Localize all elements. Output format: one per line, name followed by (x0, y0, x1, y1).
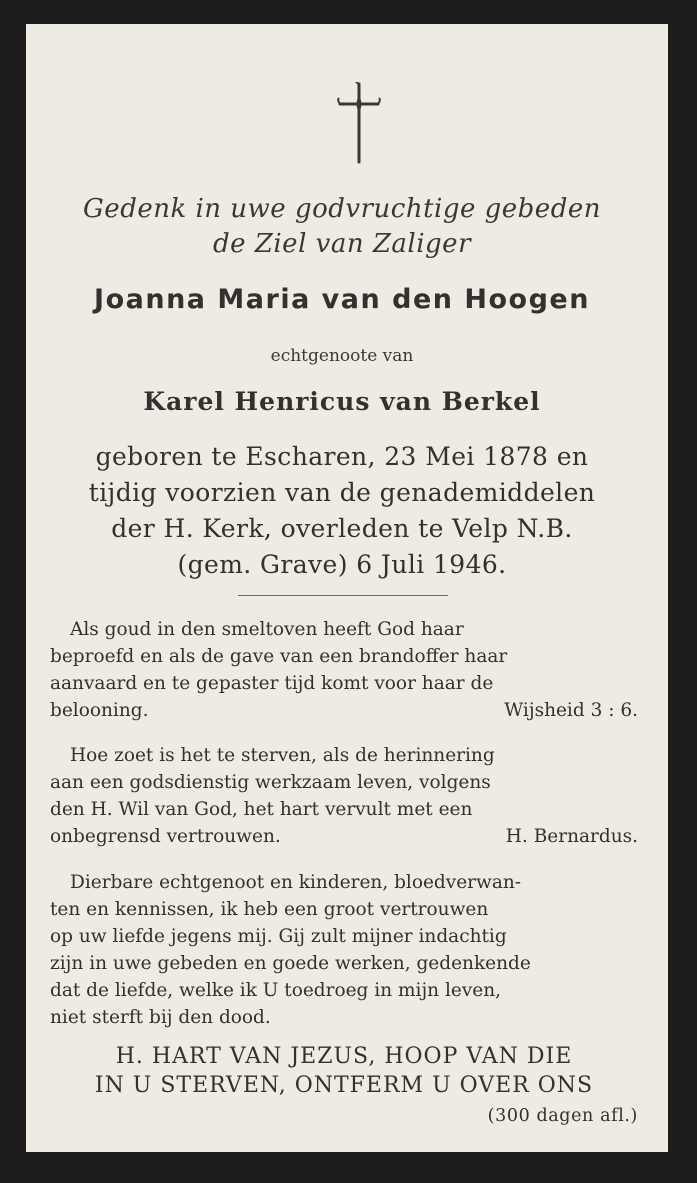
divider-rule (238, 595, 448, 596)
prayer-line-1: H. HART VAN JEZUS, HOOP VAN DIE (115, 1044, 573, 1069)
spouse-name: Karel Henricus van Berkel (143, 387, 541, 416)
quote-bernardus-source: H. Bernardus. (505, 826, 638, 847)
deceased-name: Joanna Maria van den Hoogen (94, 284, 590, 315)
header-line-1: Gedenk in uwe godvruchtige gebeden (83, 194, 601, 224)
farewell-line: Dierbare echtgenoot en kinderen, bloedverwan- (70, 872, 522, 893)
quote-bernardus-line: aan een godsdienstig werkzaam leven, volgens (50, 772, 491, 793)
farewell-line: ten en kennissen, ik heb een groot vertrouwen (50, 899, 489, 920)
quote-wisdom-line: aanvaard en te gepaster tijd komt voor haar de (50, 673, 494, 694)
card-paper (26, 24, 668, 1152)
quote-wisdom-line: Als goud in den smeltoven heeft God haar (70, 619, 464, 640)
farewell-line: niet sterft bij den dood. (50, 1007, 271, 1028)
bio-line-3: der H. Kerk, overleden te Velp N.B. (111, 514, 573, 543)
quote-bernardus-line: Hoe zoet is het te sterven, als de herinnering (70, 745, 495, 766)
quote-wisdom-line: beproefd en als de gave van een brandoffer haar (50, 646, 508, 667)
bio-line-1: geboren te Escharen, 23 Mei 1878 en (95, 442, 589, 471)
quote-bernardus-line: onbegrensd vertrouwen. (50, 826, 281, 847)
farewell-line: dat de liefde, welke ik U toedroeg in mijn leven, (50, 980, 502, 1001)
farewell-line: op uw liefde jegens mij. Gij zult mijner indachtig (50, 926, 507, 947)
bio-line-4: (gem. Grave) 6 Juli 1946. (177, 550, 507, 579)
quote-bernardus-line: den H. Wil van God, het hart vervult met een (50, 799, 473, 820)
indulgence-note: (300 dagen afl.) (487, 1106, 638, 1126)
quote-wisdom (50, 616, 638, 724)
bio-line-2: tijdig voorzien van de genademiddelen (88, 478, 596, 507)
header-line-2: de Ziel van Zaliger (213, 229, 471, 259)
relation-text: echtgenoote van (270, 346, 414, 366)
quote-wisdom-source: Wijsheid 3 : 6. (504, 700, 638, 721)
farewell-line: zijn in uwe gebeden en goede werken, gedenkende (50, 953, 531, 974)
quote-wisdom-line: belooning. (50, 700, 149, 721)
quote-bernardus (50, 742, 638, 850)
cross-icon (336, 82, 382, 164)
prayer-line-2: IN U STERVEN, ONTFERM U OVER ONS (94, 1073, 594, 1098)
farewell-paragraph (50, 869, 638, 1031)
